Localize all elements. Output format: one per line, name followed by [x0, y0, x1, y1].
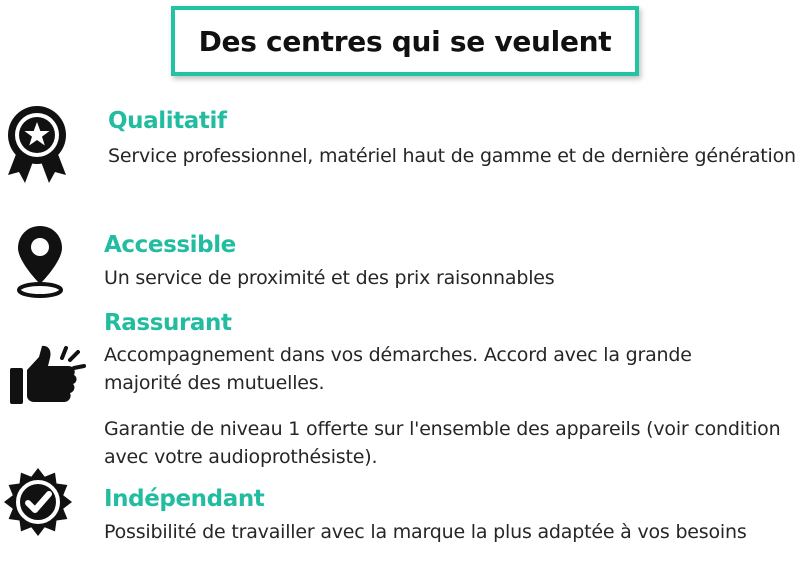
page-title: Des centres qui se veulent: [198, 24, 612, 58]
feature-heading-rassurant: Rassurant: [104, 310, 232, 336]
title-box: [171, 6, 639, 76]
feature-description-rassurant-guarantee: Garantie de niveau 1 offerte sur l'ensemble des appareils (voir condition avec votre audioprothésiste).: [104, 418, 781, 468]
verified-badge-icon: [2, 466, 74, 538]
feature-description-accessible: Un service de proximité et des prix raisonnables: [104, 267, 555, 289]
feature-heading-accessible: Accessible: [104, 232, 236, 258]
feature-description-independant: Possibilité de travailler avec la marque la plus adaptée à vos besoins: [104, 521, 747, 543]
feature-heading-qualitatif: Qualitatif: [108, 108, 227, 134]
feature-description-rassurant: Accompagnement dans vos démarches. Accord avec la grande majorité des mutuelles.: [104, 344, 692, 394]
feature-heading-independant: Indépendant: [104, 486, 265, 512]
thumbs-up-icon: [8, 344, 88, 408]
location-pin-icon: [14, 224, 66, 300]
feature-description-qualitatif: Service professionnel, matériel haut de gamme et de dernière génération: [108, 145, 796, 167]
award-ribbon-icon: [4, 103, 70, 187]
